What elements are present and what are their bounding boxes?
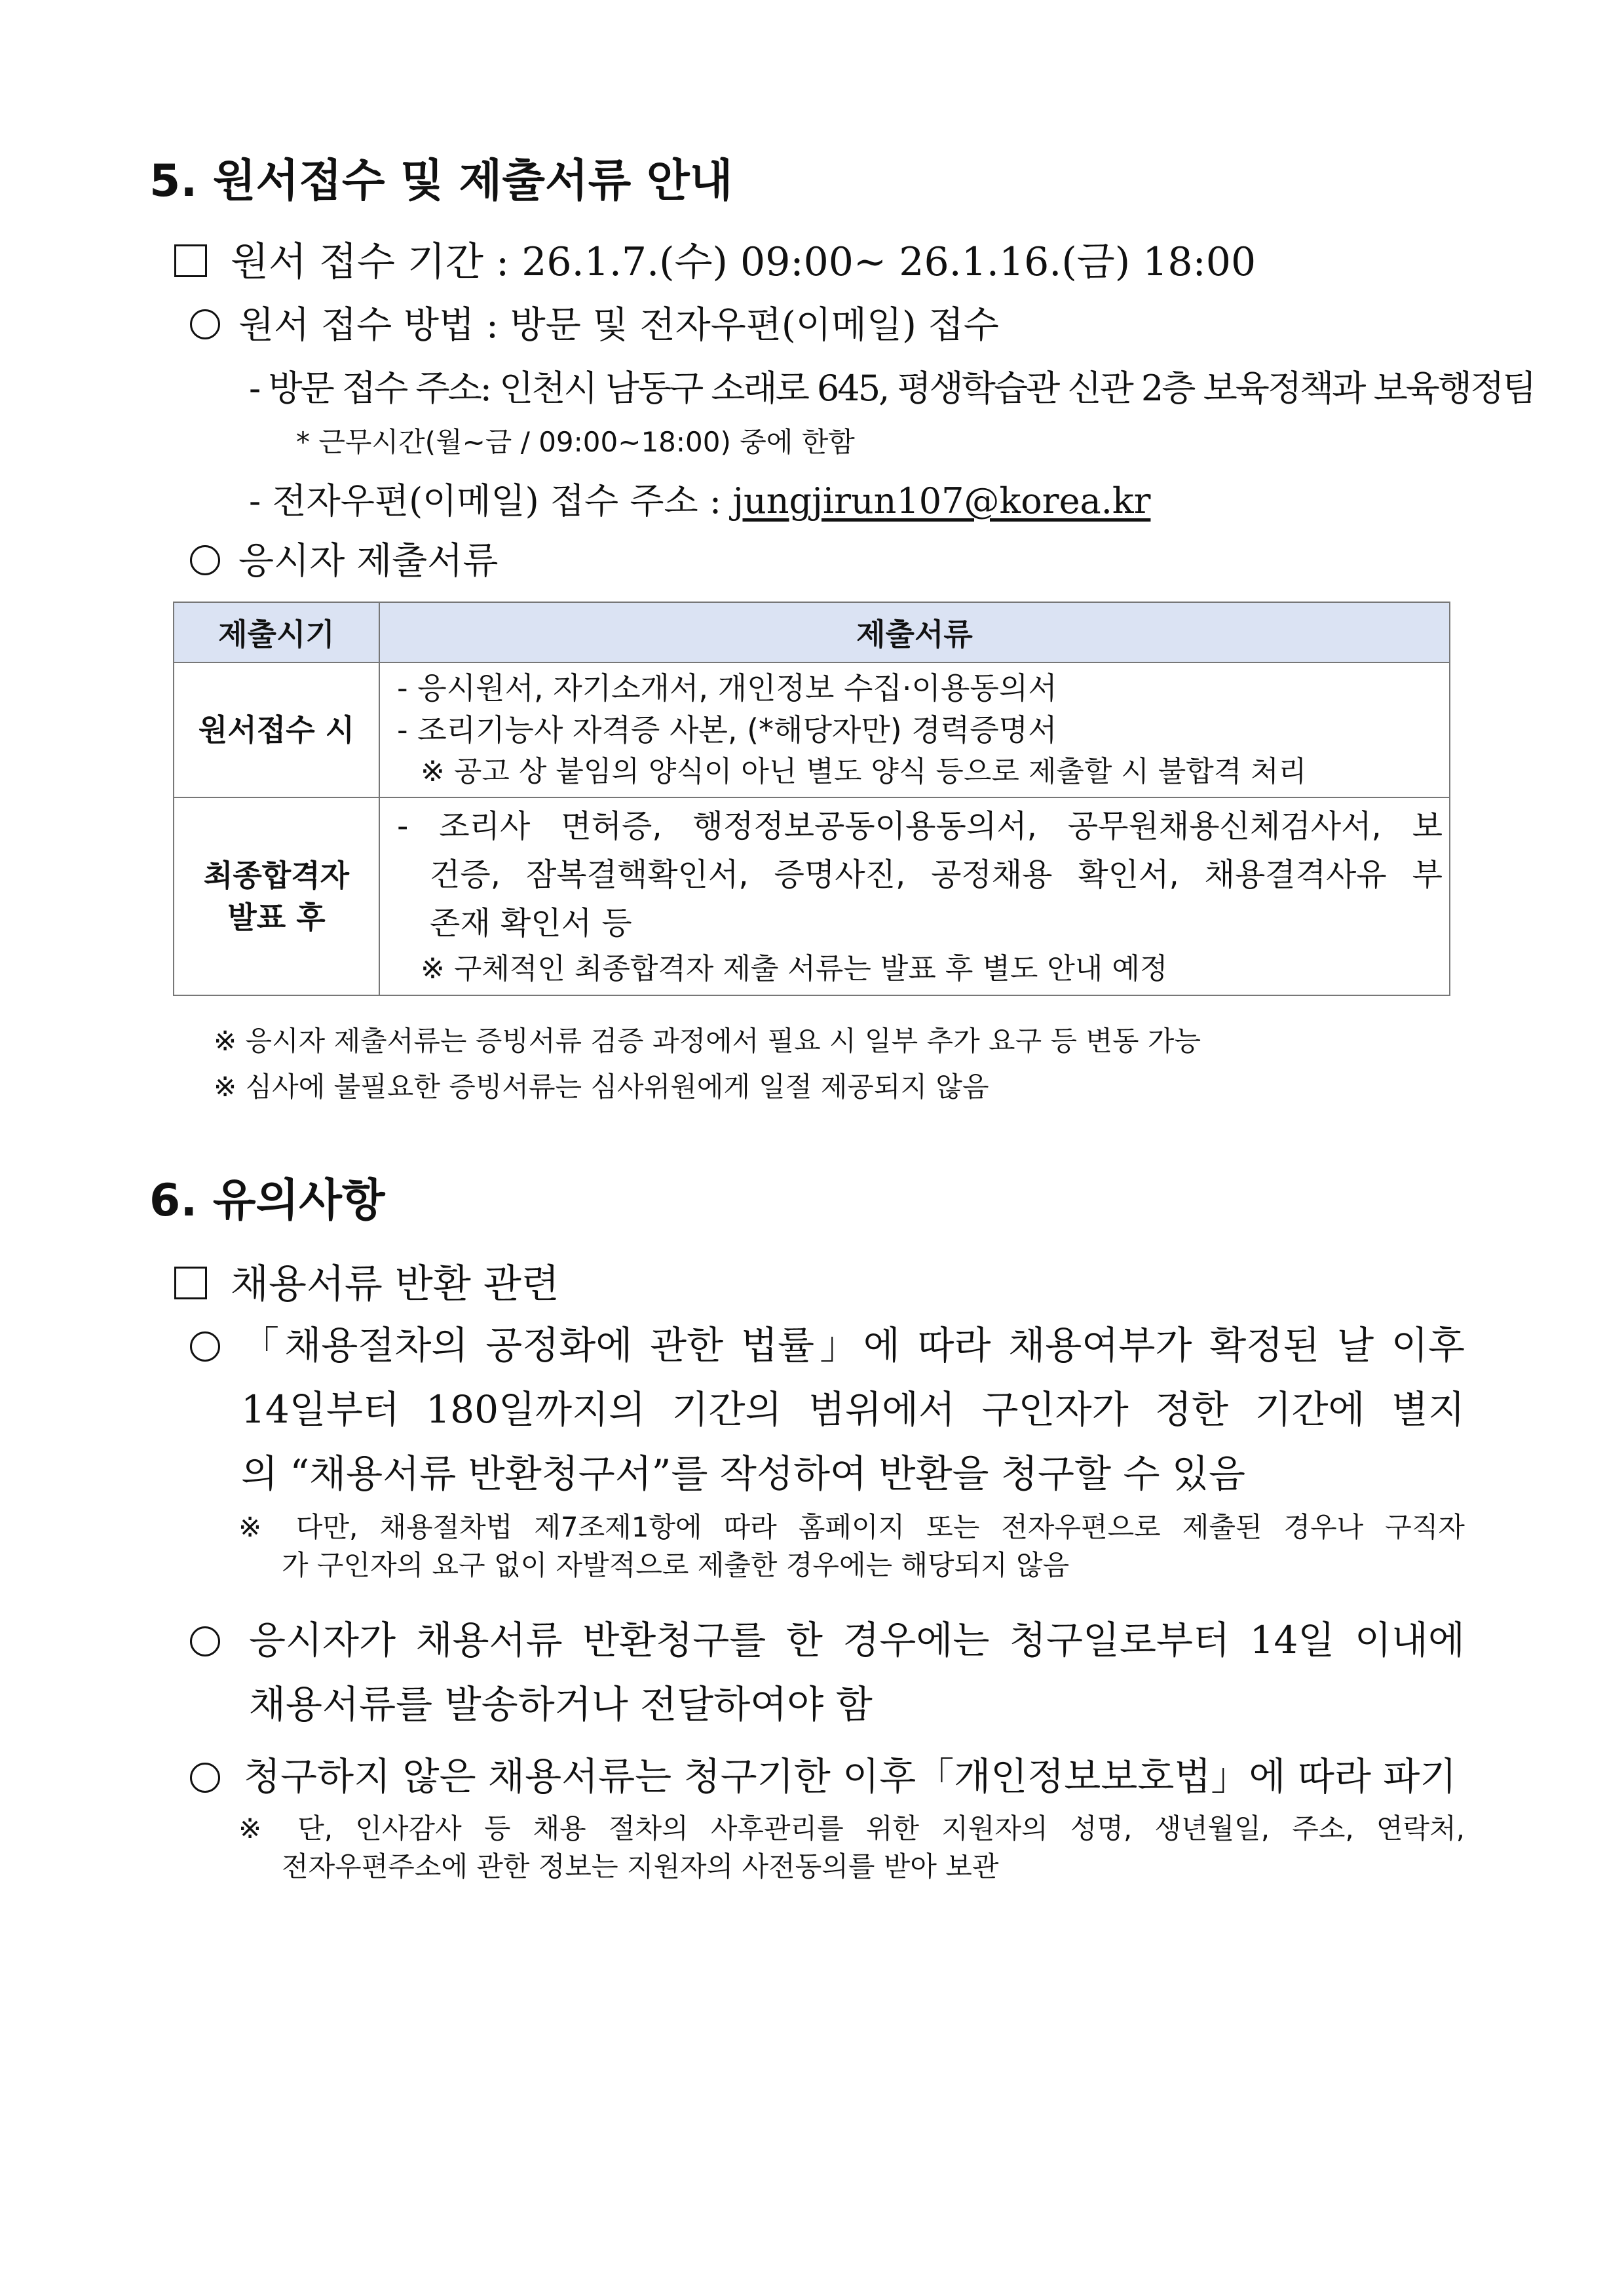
row2-line3: 존재 확인서 등 bbox=[430, 905, 632, 942]
visit-address: - 방문 접수 주소: 인천시 남동구 소래로 645, 평생학습관 신관 2층 보육정책과 보육행정팀 bbox=[249, 368, 1535, 409]
note-verification: ※ 응시자 제출서류는 증빙서류 검증 과정에서 필요 시 일부 추가 요구 등 변동 가능 bbox=[214, 1025, 1201, 1057]
square-bullet-icon bbox=[174, 244, 207, 277]
p3-note-line2: 전자우편주소에 관한 정보는 지원자의 사전동의를 받아 보관 bbox=[282, 1850, 999, 1883]
circle-bullet-icon bbox=[190, 309, 220, 339]
submission-docs-table bbox=[173, 602, 1450, 996]
p1-line2: 14일부터 180일까지의 기간의 범위에서 구인자가 정한 기간에 별지 bbox=[241, 1387, 1465, 1432]
row2-line2: 건증, 잠복결핵확인서, 증명사진, 공정채용 확인서, 채용결격사유 부 bbox=[430, 856, 1443, 893]
p1-line3: 의 “채용서류 반환청구서”를 작성하여 반환을 청구할 수 있음 bbox=[241, 1451, 1246, 1496]
table-row bbox=[174, 797, 1450, 995]
application-method bbox=[190, 296, 999, 349]
circle-bullet-icon bbox=[190, 1763, 220, 1793]
application-period bbox=[174, 231, 1256, 287]
application-period-text: 원서 접수 기간 : 26.1.7.(수) 09:00~ 26.1.16.(금) 18:00 bbox=[231, 239, 1256, 285]
email-address-line bbox=[249, 473, 1150, 524]
return-docs-heading-text: 채용서류 반환 관련 bbox=[231, 1261, 559, 1307]
row1-when: 원서접수 시 bbox=[174, 662, 379, 797]
p1-note-line1: ※ 다만, 채용절차법 제7조제1항에 따라 홈페이지 또는 전자우편으로 제출된 경우나 구직자 bbox=[238, 1511, 1465, 1543]
p1-note-line2: 가 구인자의 요구 없이 자발적으로 제출한 경우에는 해당되지 않음 bbox=[282, 1549, 1070, 1581]
row1-docs bbox=[379, 662, 1450, 797]
header-submission-time: 제출시기 bbox=[174, 602, 379, 662]
docs-heading-text: 응시자 제출서류 bbox=[238, 540, 499, 583]
circle-bullet-icon bbox=[190, 545, 220, 575]
p2-line2: 채용서류를 발송하거나 전달하여야 함 bbox=[249, 1682, 873, 1727]
row2-when-line2: 발표 후 bbox=[227, 900, 326, 935]
application-method-text: 원서 접수 방법 : 방문 및 전자우편(이메일) 접수 bbox=[238, 304, 999, 347]
row2-line1: - 조리사 면허증, 행정정보공동이용동의서, 공무원채용신체검사서, 보 bbox=[397, 808, 1443, 845]
row1-note: ※ 공고 상 붙임의 양식이 아닌 별도 양식 등으로 제출할 시 불합격 처리 bbox=[421, 755, 1307, 788]
email-link[interactable]: jungjirun107@korea.kr bbox=[732, 480, 1151, 522]
table-row bbox=[174, 662, 1450, 797]
work-hours: * 근무시간(월~금 / 09:00~18:00) 중에 한함 bbox=[296, 426, 855, 458]
return-deadline-paragraph bbox=[249, 1608, 1465, 1736]
row2-docs bbox=[379, 797, 1450, 995]
p3-line1: 청구하지 않은 채용서류는 청구기한 이후「개인정보보호법」에 따라 파기 bbox=[244, 1754, 1457, 1799]
docs-heading bbox=[190, 532, 498, 584]
disposal-paragraph bbox=[244, 1744, 1457, 1808]
section5-title: 5. 원서접수 및 제출서류 안내 bbox=[149, 155, 733, 207]
circle-bullet-icon bbox=[190, 1331, 220, 1362]
row2-when bbox=[174, 797, 379, 995]
circle-bullet-icon bbox=[190, 1626, 220, 1656]
row2-note: ※ 구체적인 최종합격자 제출 서류는 발표 후 별도 안내 예정 bbox=[421, 952, 1168, 985]
p3-note-line1: ※ 단, 인사감사 등 채용 절차의 사후관리를 위한 지원자의 성명, 생년월일, 주소, 연락처, bbox=[238, 1812, 1465, 1845]
table-header-row bbox=[174, 602, 1450, 662]
disposal-note bbox=[238, 1810, 1465, 1886]
header-submission-docs: 제출서류 bbox=[379, 602, 1450, 662]
return-docs-heading bbox=[174, 1253, 559, 1309]
note-screening: ※ 심사에 불필요한 증빙서류는 심사위원에게 일절 제공되지 않음 bbox=[214, 1071, 989, 1103]
p1-line1: 「채용절차의 공정화에 관한 법률」에 따라 채용여부가 확정된 날 이후 bbox=[241, 1323, 1465, 1368]
return-claim-paragraph bbox=[241, 1313, 1465, 1506]
section6-title: 6. 유의사항 bbox=[149, 1175, 385, 1227]
p2-line1: 응시자가 채용서류 반환청구를 한 경우에는 청구일로부터 14일 이내에 bbox=[249, 1618, 1465, 1662]
row1-line2: - 조리기능사 자격증 사본, (*해당자만) 경력증명서 bbox=[397, 712, 1057, 748]
return-claim-note bbox=[238, 1508, 1465, 1584]
row2-when-line1: 최종합격자 bbox=[203, 858, 350, 893]
email-label: - 전자우편(이메일) 접수 주소 : bbox=[249, 480, 733, 522]
row1-line1: - 응시원서, 자기소개서, 개인정보 수집·이용동의서 bbox=[397, 670, 1057, 706]
square-bullet-icon bbox=[174, 1267, 207, 1299]
